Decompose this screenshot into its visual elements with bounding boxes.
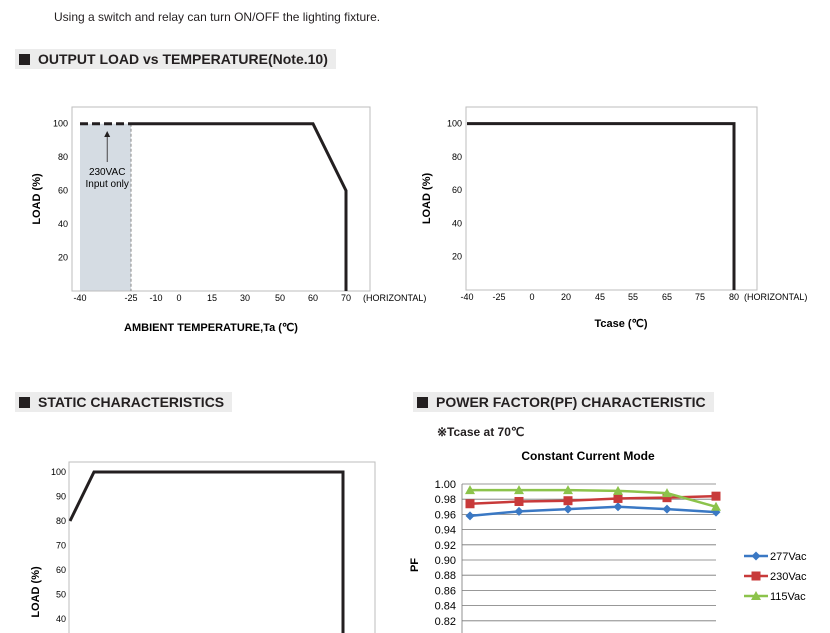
legend-label: 230Vac xyxy=(770,571,807,583)
y-tick-label: 90 xyxy=(55,491,66,502)
data-point-square xyxy=(466,499,475,508)
x-tick-label: -25 xyxy=(492,292,506,302)
x-tick-label: 0 xyxy=(529,292,535,302)
y-tick-label: 0.92 xyxy=(434,539,456,552)
x-tick-label: -10 xyxy=(149,293,163,303)
data-point-square xyxy=(515,497,524,506)
data-point-diamond xyxy=(614,502,623,511)
annotation-line-2: Input only xyxy=(85,179,129,190)
section-title: POWER FACTOR(PF) CHARACTERISTIC xyxy=(436,394,706,410)
series-line-static xyxy=(70,472,343,633)
y-tick-label: 80 xyxy=(55,516,66,526)
x-tick-label: 70 xyxy=(340,293,352,303)
y-tick-label: 0.96 xyxy=(434,509,456,522)
x-tick-label: 80 xyxy=(728,292,740,302)
series-line-derating xyxy=(131,124,346,291)
section-title: STATIC CHARACTERISTICS xyxy=(38,394,225,410)
x-tick-label: 60 xyxy=(307,293,319,303)
x-tick-label: 55 xyxy=(627,292,639,302)
data-point-diamond xyxy=(466,511,475,520)
x-tick-label: 50 xyxy=(274,293,286,303)
y-axis-label: LOAD (%) xyxy=(30,566,42,618)
y-tick-label: 40 xyxy=(451,218,462,229)
y-tick-label: 100 xyxy=(52,118,68,129)
data-point-square xyxy=(752,572,761,581)
y-tick-label: 0.98 xyxy=(434,494,456,507)
y-tick-label: 60 xyxy=(55,565,66,575)
x-tick-label: -40 xyxy=(73,293,87,303)
data-point-diamond xyxy=(663,505,672,514)
y-axis-label: LOAD (%) xyxy=(421,172,433,225)
legend-label: 115Vac xyxy=(770,591,806,603)
chart-title: Constant Current Mode xyxy=(521,449,655,463)
x-tick-label: 75 xyxy=(694,292,706,302)
x-tick-label: 45 xyxy=(594,292,606,302)
data-point-square xyxy=(614,494,623,503)
y-tick-label: 60 xyxy=(57,185,68,196)
y-tick-label: 0.94 xyxy=(434,524,456,537)
y-tick-label: 0.86 xyxy=(434,585,456,598)
plot-frame xyxy=(69,462,375,633)
x-tick-label: 0 xyxy=(176,293,182,303)
x-tick-label: -40 xyxy=(460,292,474,302)
y-tick-label: 0.88 xyxy=(434,570,456,583)
x-tick-label: 30 xyxy=(239,293,251,303)
y-tick-label: 70 xyxy=(55,540,66,551)
data-point-diamond xyxy=(564,505,573,514)
x-unit-label: (HORIZONTAL) xyxy=(363,293,427,303)
y-axis-label: PF xyxy=(409,557,421,573)
section-title: OUTPUT LOAD vs TEMPERATURE(Note.10) xyxy=(38,51,328,67)
intro-text: Using a switch and relay can turn ON/OFF the lighting fixture. xyxy=(54,10,381,24)
y-tick-label: 80 xyxy=(57,152,68,163)
x-axis-label: AMBIENT TEMPERATURE,Ta (℃) xyxy=(124,322,298,334)
y-tick-label: 20 xyxy=(451,251,462,262)
x-tick-label: 20 xyxy=(560,292,572,302)
y-tick-label: 1.00 xyxy=(434,479,456,491)
x-tick-label: 65 xyxy=(661,292,673,302)
y-axis-label: LOAD (%) xyxy=(31,173,43,225)
x-tick-label: 15 xyxy=(206,293,218,303)
y-tick-label: 0.84 xyxy=(434,600,456,613)
y-tick-label: 100 xyxy=(446,118,462,129)
shaded-region xyxy=(80,124,131,291)
y-tick-label: 20 xyxy=(57,252,68,263)
y-tick-label: 40 xyxy=(57,219,68,230)
legend-label: 277Vac xyxy=(770,551,807,563)
plot-frame xyxy=(466,107,757,290)
data-point-square xyxy=(712,492,721,501)
y-tick-label: 40 xyxy=(55,614,66,624)
data-point-square xyxy=(564,496,573,505)
y-tick-label: 80 xyxy=(451,151,462,162)
data-point-diamond xyxy=(752,552,761,561)
y-tick-label: 0.90 xyxy=(434,555,456,567)
y-tick-label: 100 xyxy=(50,467,66,477)
annotation-line-1: 230VAC xyxy=(88,167,126,178)
y-tick-label: 60 xyxy=(451,185,462,196)
x-tick-label: -25 xyxy=(124,293,138,303)
y-tick-label: 50 xyxy=(55,589,66,600)
y-tick-label: 0.82 xyxy=(434,615,456,628)
x-axis-label: Tcase (℃) xyxy=(594,318,648,330)
series-line-load xyxy=(467,124,734,290)
x-unit-label: (HORIZONTAL) xyxy=(744,292,808,302)
pf-note: ※Tcase at 70℃ xyxy=(437,425,525,439)
